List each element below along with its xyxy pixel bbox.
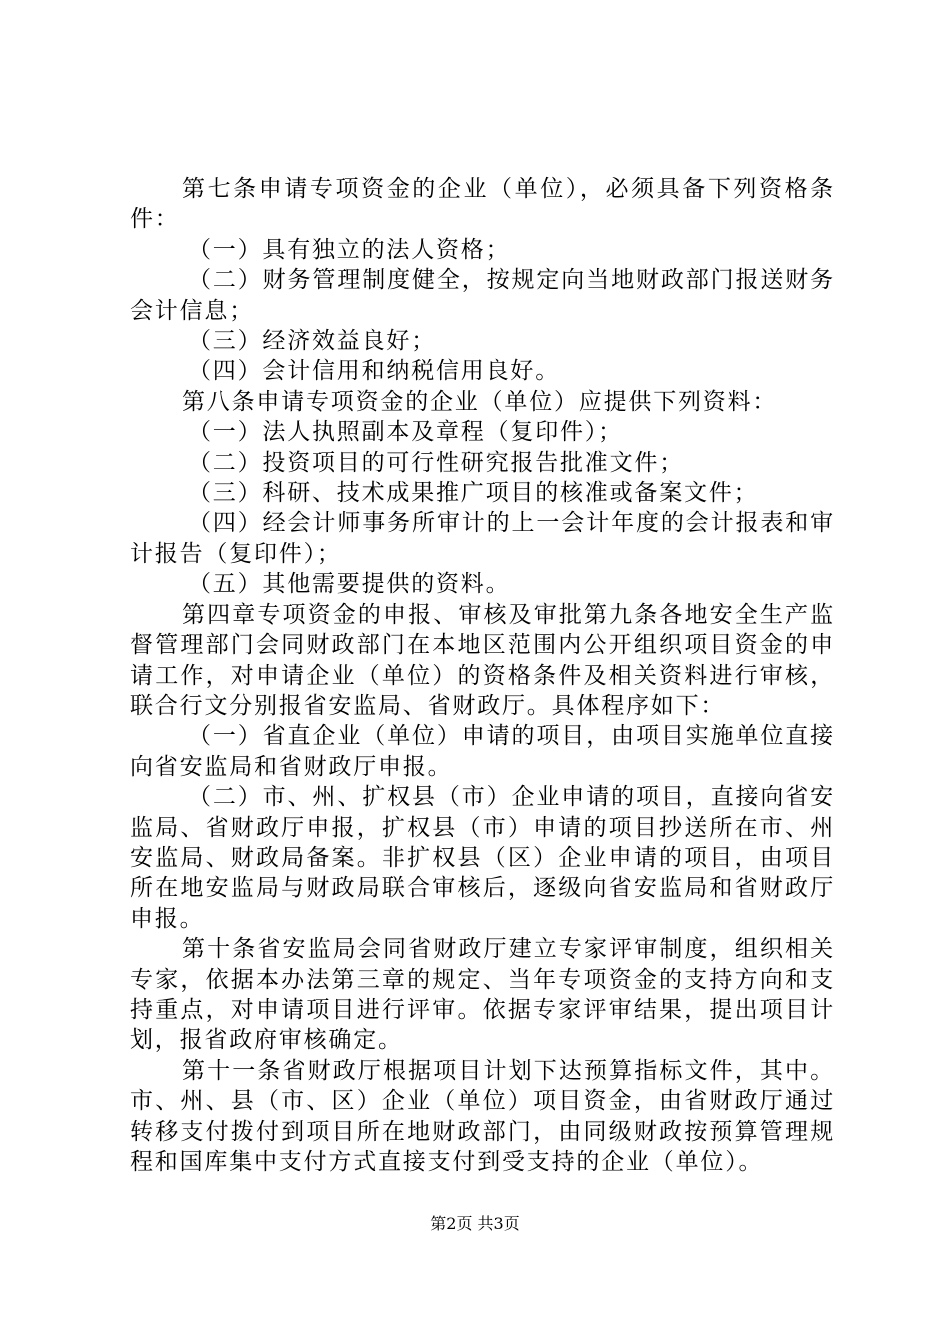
article-7-item-2: （二）财务管理制度健全，按规定向当地财政部门报送财务会计信息； (130, 267, 835, 324)
article-8-item-5: （五）其他需要提供的资料。 (188, 571, 511, 598)
article-11: 第十一条省财政厅根据项目计划下达预算指标文件，其中。市、州、县（市、区）企业（单位）项目资金，由省财政厅通过转移支付拨付到项目所在地财政部门，由同级财政按预算管理规程和国库集中支付方式直接支付到受支持的企业（单位）。 (130, 1057, 835, 1175)
page-number-footer: 第2页 共3页 (430, 1214, 520, 1233)
article-7: 第七条申请专项资金的企业（单位），必须具备下列资格条件： (130, 176, 835, 233)
article-9-item-1: （一）省直企业（单位）申请的项目，由项目实施单位直接向省安监局和省财政厅申报。 (130, 723, 835, 780)
article-7-item-3: （三）经济效益良好； (188, 328, 436, 355)
article-9-item-2: （二）市、州、扩权县（市）企业申请的项目，直接向省安监局、省财政厅申报，扩权县（市）申请的项目抄送所在市、州安监局、财政局备案。非扩权县（区）企业申请的项目，由项目所在地安监局与财政局联合审核后，逐级向省安监局和省财政厅申报。 (130, 784, 835, 932)
article-10: 第十条省安监局会同省财政厅建立专家评审制度，组织相关专家，依据本办法第三章的规定、当年专项资金的支持方向和支持重点，对申请项目进行评审。依据专家评审结果，提出项目计划，报省政府审核确定。 (130, 936, 835, 1054)
article-8: 第八条申请专项资金的企业（单位）应提供下列资料： (182, 388, 778, 415)
article-8-item-3: （三）科研、技术成果推广项目的核准或备案文件； (188, 480, 759, 507)
article-8-item-1: （一）法人执照副本及章程（复印件）； (188, 419, 623, 446)
chapter-4-article-9: 第四章专项资金的申报、审核及审批第九条各地安全生产监督管理部门会同财政部门在本地区范围内公开组织项目资金的申请工作，对申请企业（单位）的资格条件及相关资料进行审核，联合行文分别报省安监局、省财政厅。具体程序如下： (130, 601, 835, 719)
article-7-item-1: （一）具有独立的法人资格； (188, 236, 511, 263)
document-body (130, 174, 835, 1177)
article-8-item-2: （二）投资项目的可行性研究报告批准文件； (188, 449, 684, 476)
article-8-item-4: （四）经会计师事务所审计的上一会计年度的会计报表和审计报告（复印件）； (130, 510, 835, 567)
article-7-item-4: （四）会计信用和纳税信用良好。 (188, 358, 560, 385)
